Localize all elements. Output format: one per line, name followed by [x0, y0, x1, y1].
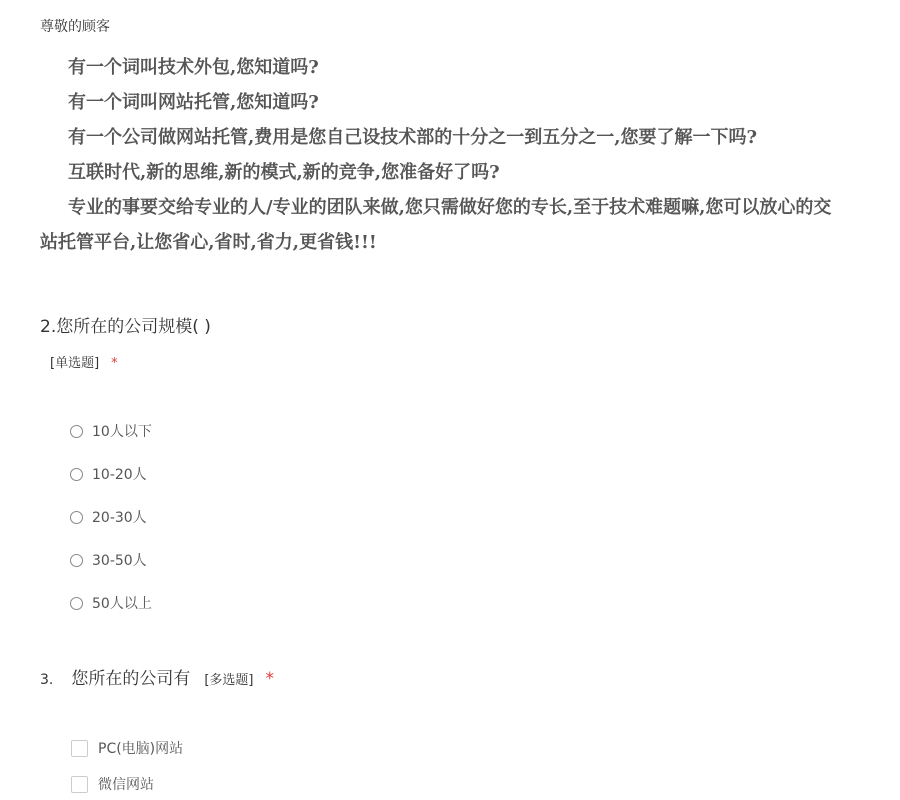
radio-option-50-above[interactable] [70, 593, 152, 613]
radio-button[interactable] [70, 511, 83, 524]
checkbox[interactable] [71, 740, 88, 757]
radio-button[interactable] [70, 425, 83, 438]
question-type: [单选题] [50, 356, 100, 371]
required-mark: * [265, 669, 275, 689]
required-mark: * [111, 356, 118, 371]
intro-line: 有一个词叫技术外包,您知道吗? [68, 57, 319, 78]
question-3-title [40, 664, 274, 689]
option-label: 50人以上 [92, 596, 152, 612]
radio-button[interactable] [70, 597, 83, 610]
radio-option-10-20[interactable] [70, 464, 147, 484]
checkbox-option-pc-website[interactable] [71, 738, 183, 758]
intro-line: 有一个公司做网站托管,费用是您自己设技术部的十分之一到五分之一,您要了解一下吗? [68, 127, 758, 148]
option-label: 10-20人 [92, 467, 147, 483]
question-number: 3. [40, 672, 54, 688]
radio-button[interactable] [70, 468, 83, 481]
option-label: 30-50人 [92, 553, 147, 569]
question-text: 您所在的公司有 [71, 669, 191, 689]
radio-option-30-50[interactable] [70, 550, 147, 570]
question-2-type-label [50, 352, 118, 371]
option-label: 10人以下 [92, 424, 152, 440]
intro-line: 互联时代,新的思维,新的模式,新的竞争,您准备好了吗? [68, 162, 500, 183]
question-2-title: 2.您所在的公司规模( ) [40, 317, 211, 337]
question-type: [多选题] [204, 673, 254, 688]
checkbox[interactable] [71, 776, 88, 793]
radio-button[interactable] [70, 554, 83, 567]
option-label: 20-30人 [92, 510, 147, 526]
intro-line: 专业的事要交给专业的人/专业的团队来做,您只需做好您的专长,至于技术难题嘛,您可以放心的交 [68, 197, 832, 218]
option-label: PC(电脑)网站 [98, 741, 184, 757]
greeting-text: 尊敬的顾客 [40, 19, 110, 35]
radio-option-20-30[interactable] [70, 507, 147, 527]
option-label: 微信网站 [98, 777, 154, 793]
checkbox-option-wechat-website[interactable] [71, 774, 154, 794]
intro-line: 站托管平台,让您省心,省时,省力,更省钱!!! [40, 232, 377, 253]
intro-line: 有一个词叫网站托管,您知道吗? [68, 92, 319, 113]
intro-paragraph [40, 50, 900, 260]
radio-option-10-below[interactable] [70, 421, 152, 441]
